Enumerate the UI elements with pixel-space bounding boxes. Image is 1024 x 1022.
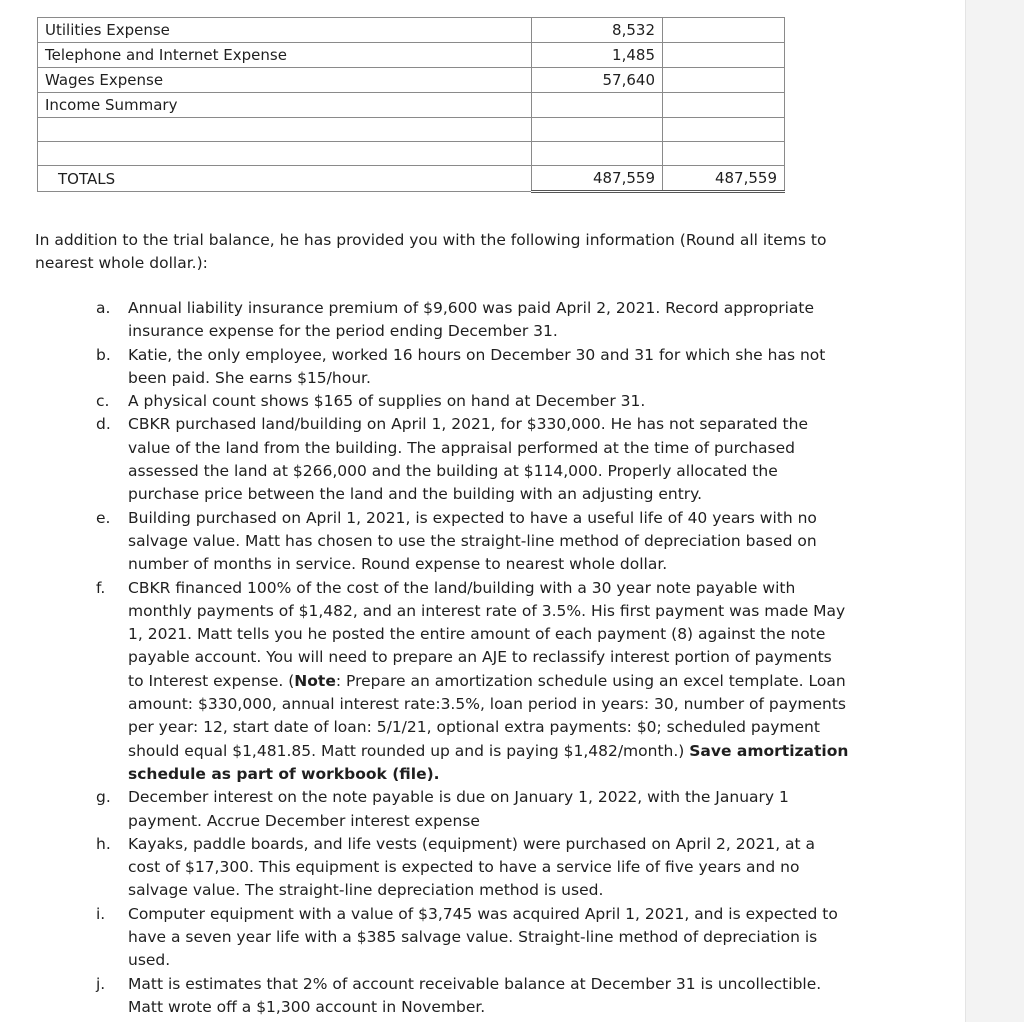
table-row <box>38 93 785 118</box>
credit-amount <box>663 43 785 68</box>
list-item <box>0 973 850 1020</box>
empty-cell <box>38 118 532 142</box>
note-label: Note <box>294 671 336 690</box>
totals-row <box>38 166 785 192</box>
empty-row <box>38 142 785 166</box>
list-item <box>0 507 850 577</box>
item-marker: h. <box>96 834 111 853</box>
item-marker: g. <box>96 788 111 807</box>
list-item <box>0 297 850 344</box>
adjustments-list <box>0 297 850 1019</box>
account-name: Telephone and Internet Expense <box>38 43 532 68</box>
item-marker: a. <box>96 299 111 317</box>
empty-cell <box>663 118 785 142</box>
item-marker: j. <box>96 974 106 993</box>
item-text: Annual liability insurance premium of $9,600 was paid April 2, 2021. Record appropriate insurance expense for the period ending December 31. <box>128 299 815 341</box>
totals-label: TOTALS <box>38 166 532 192</box>
item-text: Matt is estimates that 2% of account receivable balance at December 31 is uncollectible. Matt wrote off a $1,300 account in November. <box>128 974 822 1016</box>
table-row <box>38 43 785 68</box>
debit-amount <box>532 93 663 118</box>
intro-paragraph: In addition to the trial balance, he has provided you with the following information (Round all items to nearest whole dollar.): <box>35 231 827 272</box>
empty-cell <box>532 118 663 142</box>
item-text-continued: : Prepare an amortization schedule using an excel template. Loan amount: $330,000, annual interest rate:3.5%, loan period in years: 30, number of payments per year: 12, start date of loan: 5/1/21, optional extra payments: $0; scheduled payment should equal $1,481.85. Matt rounded up and is paying $1,482/month.) <box>128 671 846 760</box>
list-item <box>0 344 850 391</box>
debit-total: 487,559 <box>532 166 663 192</box>
empty-cell <box>38 142 532 166</box>
item-marker: f. <box>96 578 106 597</box>
item-text: December interest on the note payable is due on January 1, 2022, with the January 1 payment. Accrue December interest expense <box>128 788 789 830</box>
item-marker: i. <box>96 904 106 923</box>
empty-cell <box>532 142 663 166</box>
credit-amount <box>663 93 785 118</box>
credit-total: 487,559 <box>663 166 785 192</box>
table-row <box>38 18 785 43</box>
list-item <box>0 390 850 413</box>
item-text: CBKR financed 100% of the cost of the land/building with a 30 year note payable with monthly payments of $1,482, and an interest rate of 3.5%. His first payment was made May 1, 2021. Matt tells you he posted the entire amount of each payment (8) against the note payable account. You will need to prepare an AJE to reclassify interest portion of payments to Interest expense. ( <box>128 578 846 690</box>
right-margin-panel <box>965 0 1024 1022</box>
empty-cell <box>663 142 785 166</box>
save-instruction: Save amortization schedule as part of workbook (file). <box>128 741 849 783</box>
list-item <box>0 833 850 903</box>
item-marker: e. <box>96 508 111 527</box>
credit-amount <box>663 18 785 43</box>
item-marker: b. <box>96 345 111 364</box>
item-text: CBKR purchased land/building on April 1, 2021, for $330,000. He has not separated the value of the land from the building. The appraisal performed at the time of purchased assessed the land at $266,000 and the building at $114,000. Properly allocated the purchase price between the land and the building with an adjusting entry. <box>128 415 808 504</box>
list-item <box>0 786 850 833</box>
item-text: Katie, the only employee, worked 16 hours on December 30 and 31 for which she has not been paid. She earns $15/hour. <box>128 345 826 387</box>
item-text: A physical count shows $165 of supplies on hand at December 31. <box>128 392 646 411</box>
trial-balance-table <box>37 17 785 193</box>
list-item <box>0 413 850 506</box>
table-row <box>38 68 785 93</box>
debit-amount: 1,485 <box>532 43 663 68</box>
account-name: Wages Expense <box>38 68 532 93</box>
item-text: Kayaks, paddle boards, and life vests (equipment) were purchased on April 2, 2021, at a cost of $17,300. This equipment is expected to have a service life of five years and no salvage value. The straight-line depreciation method is used. <box>128 834 816 900</box>
list-item <box>0 577 850 787</box>
debit-amount: 8,532 <box>532 18 663 43</box>
credit-amount <box>663 68 785 93</box>
debit-amount: 57,640 <box>532 68 663 93</box>
empty-row <box>38 118 785 142</box>
item-text: Building purchased on April 1, 2021, is expected to have a useful life of 40 years with no salvage value. Matt has chosen to use the straight-line method of depreciation based on number of months in service. Round expense to nearest whole dollar. <box>128 508 817 574</box>
item-text: Computer equipment with a value of $3,745 was acquired April 1, 2021, and is expected to have a seven year life with a $385 salvage value. Straight-line method of depreciation is used. <box>128 904 838 970</box>
account-name: Income Summary <box>38 93 532 118</box>
item-marker: c. <box>96 392 110 411</box>
list-item <box>0 903 850 973</box>
item-marker: d. <box>96 415 111 434</box>
account-name: Utilities Expense <box>38 18 532 43</box>
